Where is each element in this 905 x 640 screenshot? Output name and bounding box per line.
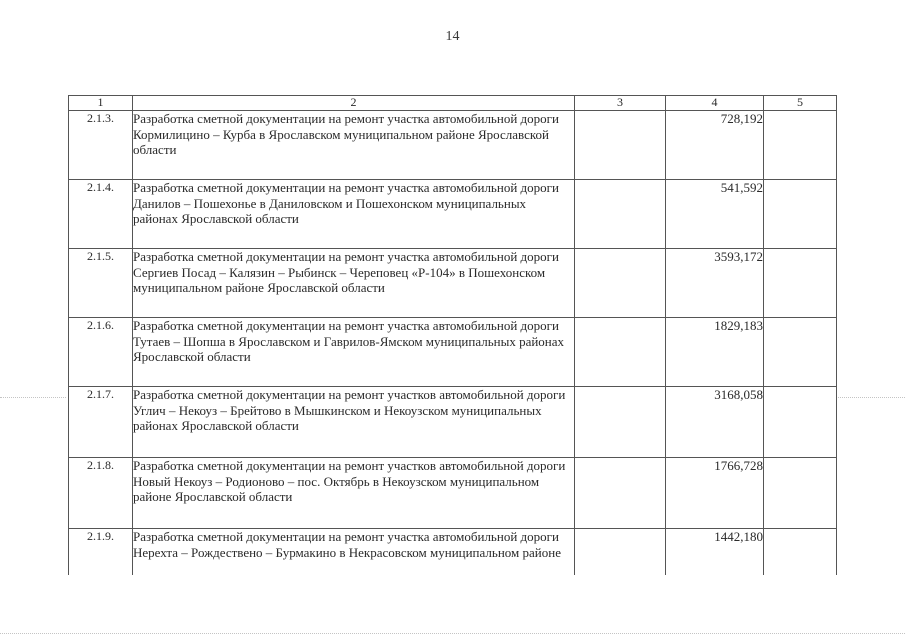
row-value: 3593,172 [666, 249, 764, 318]
row-col3 [575, 387, 666, 458]
row-value: 3168,058 [666, 387, 764, 458]
row-description-text: Разработка сметной документации на ремонт участков автомобильной дороги Углич – Некоуз – Брейтово в Мышкинском и Некоузском муниципальных районах Ярославской области [133, 387, 566, 433]
row-description-text: Разработка сметной документации на ремонт участка автомобильной дороги Кормилицино – Курба в Ярославском муниципальном районе Ярославской области [133, 111, 559, 157]
row-col5 [764, 458, 837, 529]
row-col3 [575, 111, 666, 180]
row-col5 [764, 111, 837, 180]
table-row [69, 249, 837, 318]
row-number: 2.1.5. [69, 249, 133, 318]
page-number: 14 [445, 29, 460, 44]
row-number: 2.1.8. [69, 458, 133, 529]
scan-artifact-line [0, 633, 905, 634]
row-value: 728,192 [666, 111, 764, 180]
estimate-table [68, 95, 837, 575]
row-col3 [575, 529, 666, 576]
row-description-text: Разработка сметной документации на ремонт участка автомобильной дороги Тутаев – Шопша в Ярославском и Гаврилов-Ямском муниципальных районах Ярославской области [133, 318, 565, 364]
row-description [133, 387, 575, 458]
row-number: 2.1.4. [69, 180, 133, 249]
row-col5 [764, 180, 837, 249]
table-header-row [69, 96, 837, 111]
table-row [69, 387, 837, 458]
row-col3 [575, 458, 666, 529]
row-col3 [575, 318, 666, 387]
column-header: 4 [666, 96, 764, 111]
row-description [133, 180, 575, 249]
table-row [69, 458, 837, 529]
row-col5 [764, 249, 837, 318]
row-description [133, 318, 575, 387]
column-header: 1 [69, 96, 133, 111]
row-description [133, 458, 575, 529]
row-col3 [575, 180, 666, 249]
row-col5 [764, 387, 837, 458]
row-col5 [764, 529, 837, 576]
row-number: 2.1.7. [69, 387, 133, 458]
table-row [69, 318, 837, 387]
row-description [133, 249, 575, 318]
row-description [133, 529, 575, 576]
row-number: 2.1.9. [69, 529, 133, 576]
row-description [133, 111, 575, 180]
row-col5 [764, 318, 837, 387]
column-header: 5 [764, 96, 837, 111]
row-value: 541,592 [666, 180, 764, 249]
row-col3 [575, 249, 666, 318]
row-description-text: Разработка сметной документации на ремонт участков автомобильной дороги Новый Некоуз – Родионово – пос. Октябрь в Некоузском муниципальном районе Ярославской области [133, 458, 566, 504]
row-description-text: Разработка сметной документации на ремонт участка автомобильной дороги Данилов – Пошехонье в Даниловском и Пошехонском муниципальных районах Ярославской области [133, 180, 559, 226]
row-description-text: Разработка сметной документации на ремонт участка автомобильной дороги Сергиев Посад – Калязин – Рыбинск – Череповец «Р-104» в Пошехонском муниципальном районе Ярославской области [133, 249, 559, 295]
column-header: 3 [575, 96, 666, 111]
table-row [69, 111, 837, 180]
row-number: 2.1.3. [69, 111, 133, 180]
row-number: 2.1.6. [69, 318, 133, 387]
scan-artifact-line [0, 397, 66, 398]
column-header: 2 [133, 96, 575, 111]
row-value: 1829,183 [666, 318, 764, 387]
row-value: 1442,180 [666, 529, 764, 576]
row-description-text: Разработка сметной документации на ремонт участка автомобильной дороги Нерехта – Рождествено – Бурмакино в Некрасовском муниципальном районе [133, 529, 561, 560]
row-value: 1766,728 [666, 458, 764, 529]
scan-artifact-line [838, 397, 905, 398]
table-row [69, 180, 837, 249]
table-row [69, 529, 837, 576]
